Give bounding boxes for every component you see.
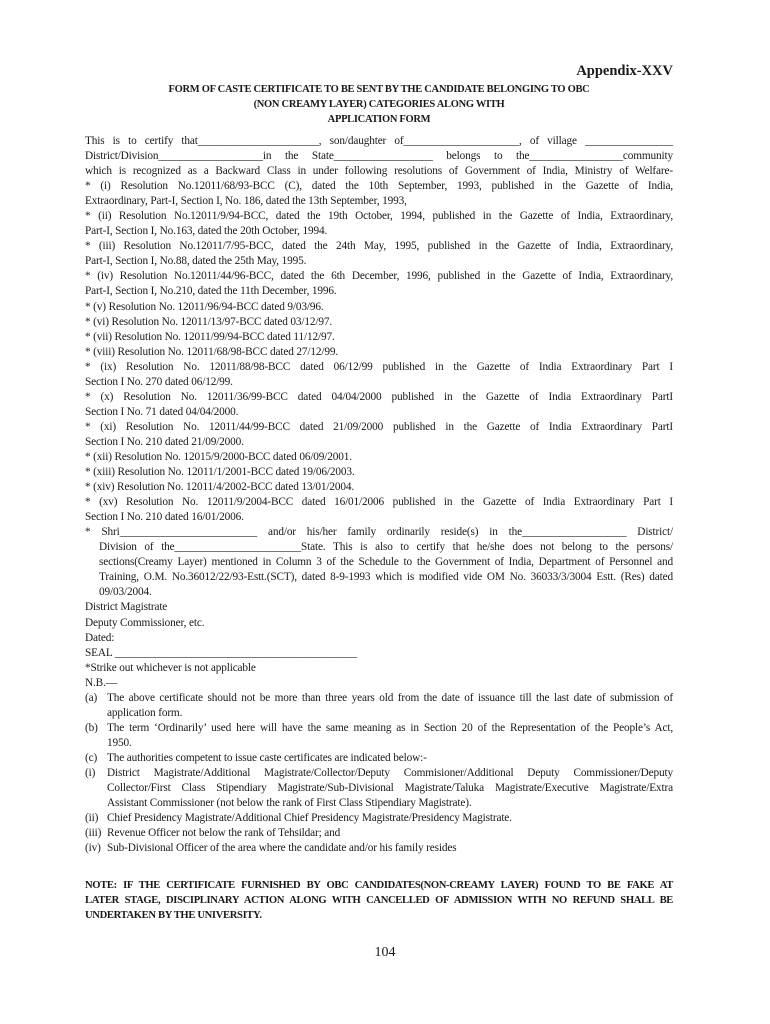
body-line: * (xiv) Resolution No. 12011/4/2002-BCC dated 13/01/2004. bbox=[85, 481, 355, 494]
warning-note bbox=[85, 878, 673, 923]
signature-line: SEAL ____________________________________________ bbox=[85, 646, 357, 659]
body-line: * (ix) Resolution No. 12011/88/98-BCC dated 06/12/99 published in the Gazette of India Extraordinary Part I bbox=[85, 360, 673, 373]
note-line: LATER STAGE, DISCIPLINARY ACTION ALONG WITH CANCELLED OF ADMISSION WITH NO REFUND SHALL BE bbox=[85, 895, 673, 907]
nb-notes-list bbox=[85, 691, 673, 857]
body-line: Part-I, Section I, No.88, dated the 25th May, 1995. bbox=[85, 255, 307, 268]
form-title-line-3: APPLICATION FORM bbox=[327, 114, 431, 125]
nb-item-text: Chief Presidency Magistrate/Additional Chief Presidency Magistrate/Presidency Magistrate. bbox=[107, 812, 512, 825]
body-line: Section I No. 71 dated 04/04/2000. bbox=[85, 405, 239, 418]
nb-item-marker: (iv) bbox=[85, 842, 101, 855]
resolution-list bbox=[85, 134, 673, 525]
nb-item-marker: (i) bbox=[85, 766, 96, 779]
page-number: 104 bbox=[374, 945, 396, 960]
residence-line: sections(Creamy Layer) mentioned in Column 3 of the Schedule to the Government of India, Department of Personnel and bbox=[99, 556, 673, 569]
signature-line: Deputy Commissioner, etc. bbox=[85, 616, 205, 629]
body-line: Extraordinary, Part-I, Section I, No. 186, dated the 13th September, 1993, bbox=[85, 195, 407, 208]
form-title-line-1: FORM OF CASTE CERTIFICATE TO BE SENT BY THE CANDIDATE BELONGING TO OBC bbox=[168, 84, 590, 95]
note-line: NOTE: IF THE CERTIFICATE FURNISHED BY OBC CANDIDATES(NON-CREAMY LAYER) FOUND TO BE FAKE AT bbox=[85, 880, 673, 891]
nb-item bbox=[85, 766, 673, 811]
nb-item-marker: (b) bbox=[85, 721, 98, 734]
nb-item bbox=[85, 826, 673, 841]
nb-item bbox=[85, 811, 673, 826]
body-line: This is to certify that______________________, son/daughter of_____________________, of village ________________ bbox=[85, 135, 673, 147]
body-line: * (iv) Resolution No.12011/44/96-BCC, dated the 6th December, 1996, published in the Gazette of India, Extraordinary, bbox=[85, 270, 673, 283]
nb-item-text: Assistant Commissioner (not below the rank of First Class Stipendiary Magistrate). bbox=[107, 797, 472, 810]
nb-item-text: Revenue Officer not below the rank of Tehsildar; and bbox=[107, 827, 341, 840]
body-line: which is recognized as a Backward Class in under following resolutions of Government of India, Ministry of Welfare- bbox=[85, 165, 673, 178]
body-line: Section I No. 210 dated 16/01/2006. bbox=[85, 511, 244, 524]
nb-item bbox=[85, 691, 673, 721]
body-line: * (vii) Resolution No. 12011/99/94-BCC dated 11/12/97. bbox=[85, 330, 335, 343]
nb-item-text: The authorities competent to issue caste certificates are indicated below:- bbox=[107, 751, 427, 764]
body-line: District/Division___________________in the State__________________ belongs to the_________________community bbox=[85, 150, 673, 163]
nb-item-marker: (a) bbox=[85, 691, 98, 704]
signature-line: *Strike out whichever is not applicable bbox=[85, 661, 256, 674]
nb-item-text: 1950. bbox=[107, 736, 132, 749]
nb-item-marker: (c) bbox=[85, 751, 98, 764]
residence-line: * Shri_________________________ and/or his/her family ordinarily reside(s) in the___________________ District/ bbox=[85, 526, 673, 539]
signature-line: N.B.— bbox=[85, 676, 117, 689]
form-title-line-2: (NON CREAMY LAYER) CATEGORIES ALONG WITH bbox=[253, 99, 505, 110]
residence-statement bbox=[85, 525, 673, 600]
nb-item-text: application form. bbox=[107, 706, 183, 719]
body-line: Part-I, Section I, No.210, dated the 11th December, 1996. bbox=[85, 285, 337, 298]
nb-item-text: District Magistrate/Additional Magistrate/Collector/Deputy Commisioner/Additional Deputy Commissioner/Deputy bbox=[107, 766, 673, 779]
signature-line: Dated: bbox=[85, 631, 115, 644]
nb-item-text: Collector/First Class Stipendiary Magistrate/Sub-Divisional Magistrate/Taluka Magistrate/Executive Magistrate/Extra bbox=[107, 782, 673, 795]
body-line: Section I No. 210 dated 21/09/2000. bbox=[85, 435, 244, 448]
signature-line: District Magistrate bbox=[85, 601, 168, 614]
nb-item-marker: (ii) bbox=[85, 812, 99, 825]
nb-item-text: Sub-Divisional Officer of the area where the candidate and/or his family resides bbox=[107, 842, 457, 855]
nb-item bbox=[85, 721, 673, 751]
body-line: * (i) Resolution No.12011/68/93-BCC (C), dated the 10th September, 1993, published in the Gazette of India, bbox=[85, 180, 673, 193]
body-line: * (vi) Resolution No. 12011/13/97-BCC dated 03/12/97. bbox=[85, 315, 333, 328]
body-line: * (xv) Resolution No. 12011/9/2004-BCC dated 16/01/2006 published in the Gazette of India Extraordinary Part I bbox=[85, 496, 673, 509]
certificate-body bbox=[85, 134, 673, 856]
body-line: Section I No. 270 dated 06/12/99. bbox=[85, 375, 233, 388]
body-line: * (xi) Resolution No. 12011/44/99-BCC dated 21/09/2000 published in the Gazette of India Extraordinary PartI bbox=[85, 420, 673, 433]
nb-item-marker: (iii) bbox=[85, 827, 102, 840]
body-line: * (iii) Resolution No.12011/7/95-BCC, dated the 24th May, 1995, published in the Gazette of India, Extraordinary, bbox=[85, 240, 673, 253]
body-line: Part-I, Section I, No.163, dated the 20th October, 1994. bbox=[85, 225, 328, 238]
nb-item-text: The term ‘Ordinarily’ used here will have the same meaning as in Section 20 of the Representation of the People’s Act, bbox=[107, 721, 673, 734]
residence-line: Division of the_______________________State. This is also to certify that he/she does not belong to the persons/ bbox=[99, 541, 673, 554]
body-line: * (xiii) Resolution No. 12011/1/2001-BCC dated 19/06/2003. bbox=[85, 466, 355, 479]
body-line: * (viii) Resolution No. 12011/68/98-BCC dated 27/12/99. bbox=[85, 345, 339, 358]
body-line: * (xii) Resolution No. 12015/9/2000-BCC dated 06/09/2001. bbox=[85, 450, 352, 463]
residence-line: Training, O.M. No.36012/22/93-Estt.(SCT), dated 8-9-1993 which is modified vide OM No. 36033/3/3004 Estt. (Res) dated bbox=[99, 571, 673, 584]
nb-item-text: The above certificate should not be more than three years old from the date of issuance till the last date of submission of bbox=[107, 691, 673, 704]
body-line: * (ii) Resolution No.12011/9/94-BCC, dated the 19th October, 1994, published in the Gazette of India, Extraordinary, bbox=[85, 210, 673, 223]
body-line: * (v) Resolution No. 12011/96/94-BCC dated 9/03/96. bbox=[85, 300, 324, 313]
residence-line: 09/03/2004. bbox=[99, 586, 152, 599]
note-line: UNDERTAKEN BY THE UNIVERSITY. bbox=[85, 910, 262, 922]
nb-item bbox=[85, 841, 673, 856]
signature-block bbox=[85, 600, 673, 690]
nb-item bbox=[85, 751, 673, 766]
body-line: * (x) Resolution No. 12011/36/99-BCC dated 04/04/2000 published in the Gazette of India Extraordinary PartI bbox=[85, 390, 673, 403]
appendix-label: Appendix-XXV bbox=[576, 63, 673, 79]
